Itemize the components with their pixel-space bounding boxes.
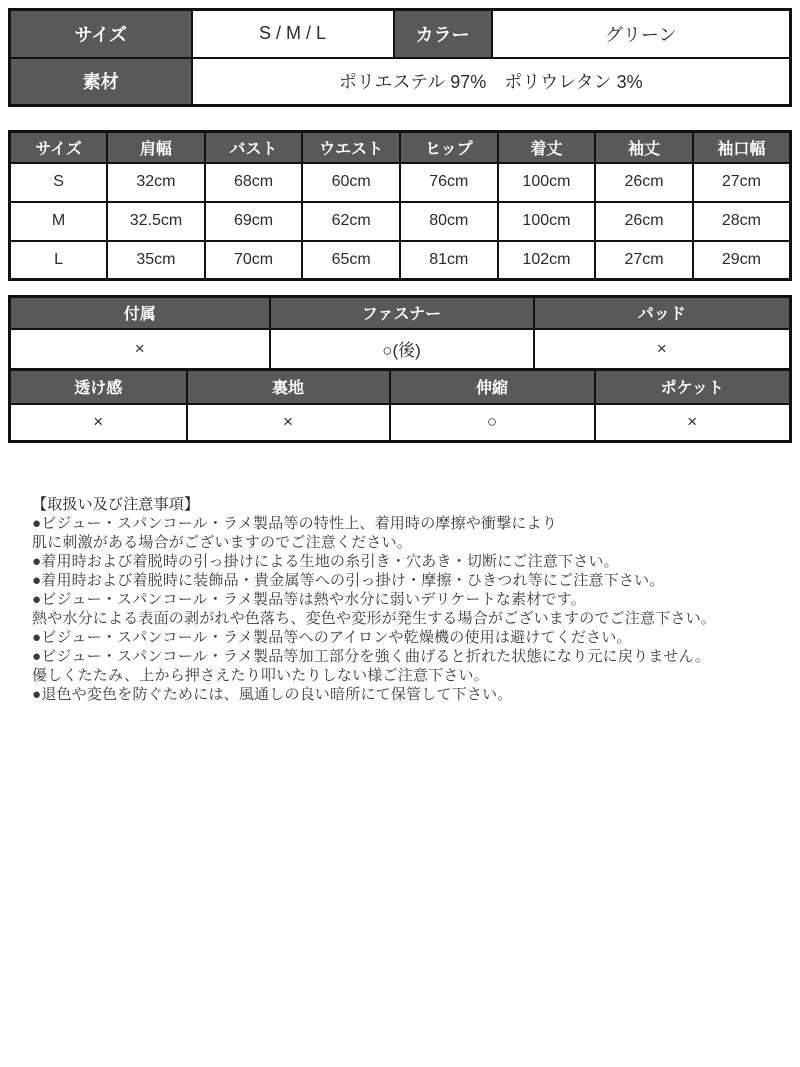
cell-cuff-width: 28cm xyxy=(693,202,791,241)
cell-bust: 68cm xyxy=(205,163,303,202)
features1-header-row xyxy=(10,297,791,329)
cell-length: 102cm xyxy=(498,241,596,280)
cell-length: 100cm xyxy=(498,163,596,202)
cell-sleeve-length: 27cm xyxy=(595,241,693,280)
care-note-line: ●ビジュー・スパンコール・ラメ製品等は熱や水分に弱いデリケートな素材です。 xyxy=(32,591,586,608)
care-note-line: ●退色や変色を防ぐためには、風通しの良い暗所にて保管して下さい。 xyxy=(32,686,513,703)
care-note-line: 優しくたたみ、上から押さえたり叩いたりしない様ご注意下さい。 xyxy=(32,667,489,684)
color-value: グリーン xyxy=(492,10,791,58)
care-note-line: ●ビジュー・スパンコール・ラメ製品等の特性上、着用時の摩擦や衝撃により xyxy=(32,515,558,532)
measurements-row-s xyxy=(10,163,791,202)
cell-bust: 70cm xyxy=(205,241,303,280)
features2-header-row xyxy=(10,370,791,404)
care-note-line: 肌に刺激がある場合がございますのでご注意ください。 xyxy=(32,534,413,551)
fastener-value: ○(後) xyxy=(270,329,534,370)
cell-sleeve-length: 26cm xyxy=(595,163,693,202)
pad-label: パッド xyxy=(534,297,791,329)
measurements-row-m xyxy=(10,202,791,241)
col-header-sleeve-length: 袖丈 xyxy=(595,132,693,163)
col-header-bust: バスト xyxy=(205,132,303,163)
col-header-shoulder-width: 肩幅 xyxy=(107,132,205,163)
cell-hip: 76cm xyxy=(400,163,498,202)
col-header-cuff-width: 袖口幅 xyxy=(693,132,791,163)
col-header-waist: ウエスト xyxy=(302,132,400,163)
cell-hip: 80cm xyxy=(400,202,498,241)
lining-value: × xyxy=(187,404,390,442)
care-note-line: ●着用時および着脱時に装飾品・貴金属等への引っ掛け・摩擦・ひきつれ等にご注意下さい。 xyxy=(32,572,665,589)
accessory-label: 付属 xyxy=(10,297,270,329)
cell-cuff-width: 29cm xyxy=(693,241,791,280)
care-note-line: 熱や水分による表面の剥がれや色落ち、変色や変形が発生する場合がございますのでご注意下さい。 xyxy=(32,610,717,627)
accessory-value: × xyxy=(10,329,270,370)
sheerness-label: 透け感 xyxy=(10,370,187,404)
features1-value-row xyxy=(10,329,791,370)
sheerness-value: × xyxy=(10,404,187,442)
features2-value-row xyxy=(10,404,791,442)
size-color-material-table xyxy=(8,8,792,107)
material-row xyxy=(10,58,791,106)
care-notes xyxy=(32,495,792,704)
cell-cuff-width: 27cm xyxy=(693,163,791,202)
cell-waist: 60cm xyxy=(302,163,400,202)
features-table-1 xyxy=(8,295,792,371)
material-value: ポリエステル 97% ポリウレタン 3% xyxy=(192,58,791,106)
cell-bust: 69cm xyxy=(205,202,303,241)
stretch-value: ○ xyxy=(390,404,595,442)
care-note-line: ●ビジュー・スパンコール・ラメ製品等加工部分を強く曲げると折れた状態になり元に戻りません。 xyxy=(32,648,710,665)
cell-size: M xyxy=(10,202,108,241)
cell-length: 100cm xyxy=(498,202,596,241)
cell-size: S xyxy=(10,163,108,202)
measurements-row-l xyxy=(10,241,791,280)
color-label: カラー xyxy=(394,10,492,58)
fastener-label: ファスナー xyxy=(270,297,534,329)
cell-shoulder-width: 32cm xyxy=(107,163,205,202)
care-notes-title: 【取扱い及び注意事項】 xyxy=(32,496,200,513)
col-header-length: 着丈 xyxy=(498,132,596,163)
size-color-row xyxy=(10,10,791,58)
stretch-label: 伸縮 xyxy=(390,370,595,404)
size-label: サイズ xyxy=(10,10,192,58)
cell-waist: 62cm xyxy=(302,202,400,241)
care-note-line: ●ビジュー・スパンコール・ラメ製品等へのアイロンや乾燥機の使用は避けてください。 xyxy=(32,629,632,646)
lining-label: 裏地 xyxy=(187,370,390,404)
measurements-table xyxy=(8,130,792,281)
pad-value: × xyxy=(534,329,791,370)
col-header-size: サイズ xyxy=(10,132,108,163)
features-table-2 xyxy=(8,368,792,443)
size-value: S / M / L xyxy=(192,10,394,58)
care-note-line: ●着用時および着脱時の引っ掛けによる生地の糸引き・穴あき・切断にご注意下さい。 xyxy=(32,553,619,570)
cell-size: L xyxy=(10,241,108,280)
col-header-hip: ヒップ xyxy=(400,132,498,163)
pocket-label: ポケット xyxy=(595,370,791,404)
cell-shoulder-width: 35cm xyxy=(107,241,205,280)
pocket-value: × xyxy=(595,404,791,442)
material-label: 素材 xyxy=(10,58,192,106)
measurements-header-row xyxy=(10,132,791,163)
cell-sleeve-length: 26cm xyxy=(595,202,693,241)
cell-waist: 65cm xyxy=(302,241,400,280)
cell-shoulder-width: 32.5cm xyxy=(107,202,205,241)
cell-hip: 81cm xyxy=(400,241,498,280)
